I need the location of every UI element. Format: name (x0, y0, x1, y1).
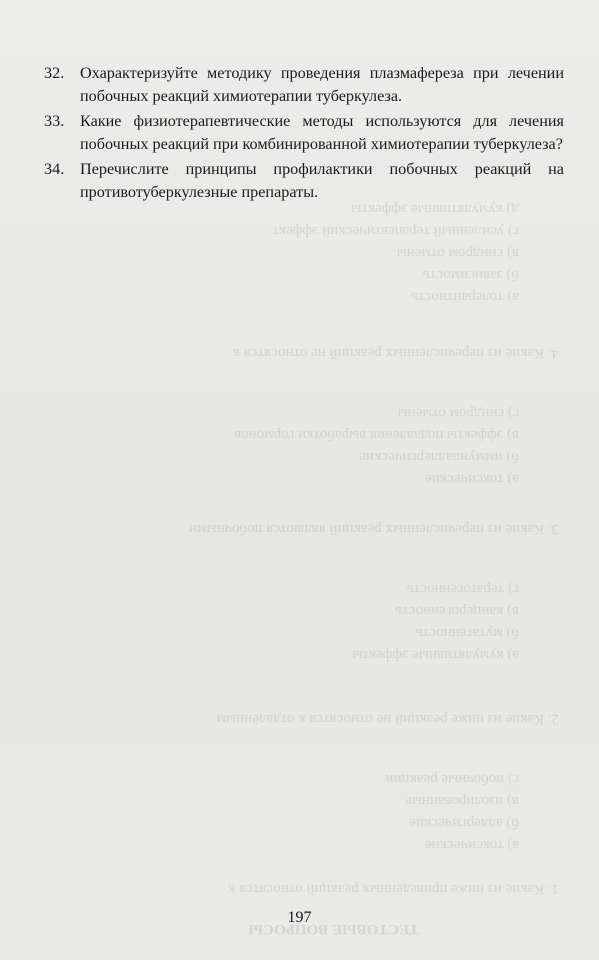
bleed-line: в) синдром отмены (396, 245, 519, 261)
question-item (44, 110, 564, 155)
bleed-line: а) толерантность (411, 289, 519, 305)
bleed-line: 4. Какие из перечисленных реакций не относятся к (232, 345, 559, 361)
bleed-line: г) тератогенность (406, 581, 519, 597)
bleed-line: ТЕСТОВЫЕ ВОПРОСЫ (248, 921, 419, 937)
question-text: Какие физиотерапевтические методы используются для лечения побочных реакций при комбинированной химиотерапии туберкулеза? (80, 112, 564, 153)
bleed-line: 3. Какие из перечисленных реакций являются побочными (189, 521, 559, 537)
question-number: 33. (44, 112, 65, 130)
bleed-line: д) кумулятивные эффекты (351, 201, 519, 217)
bleed-line: б) иммуноаллергические (359, 449, 519, 465)
bleed-line: г) побочные реакции (385, 771, 519, 787)
page-number: 197 (287, 909, 312, 926)
question-number: 32. (44, 64, 65, 82)
bleed-line: г) синдром отмены (397, 405, 519, 421)
bleed-line: б) мутагенность (415, 625, 519, 641)
bleed-line: 2. Какие из ниже реакций не относятся к отдалённым (216, 711, 559, 727)
bleed-line: в) изолированные (405, 793, 519, 809)
question-item (44, 158, 564, 203)
question-item (44, 62, 564, 107)
question-list (44, 62, 564, 206)
bleed-line: а) токсические (424, 471, 519, 487)
bleed-line: в) эффекты подавления выработки гормонов (234, 427, 519, 443)
bleed-line: а) токсические (424, 837, 519, 853)
bleed-line: в) канцерогенность (395, 603, 519, 619)
bleed-line: 1. Какие из ниже приведённых реакций относятся к (228, 881, 559, 897)
question-text: Охарактеризуйте методику проведения плазмафереза при лечении побочных реакций химиотерапии туберкулеза. (80, 64, 564, 105)
bleed-line: б) аллергические (409, 815, 519, 831)
question-number: 34. (44, 160, 65, 178)
bleed-line: г) усиленный терапевтический эффект (272, 223, 519, 239)
question-text: Перечислите принципы профилактики побочных реакций на противотуберкулезные препараты. (80, 160, 564, 201)
bleed-line: б) зависимость (422, 267, 519, 283)
bleed-line: а) кумулятивные эффекты (352, 647, 519, 663)
